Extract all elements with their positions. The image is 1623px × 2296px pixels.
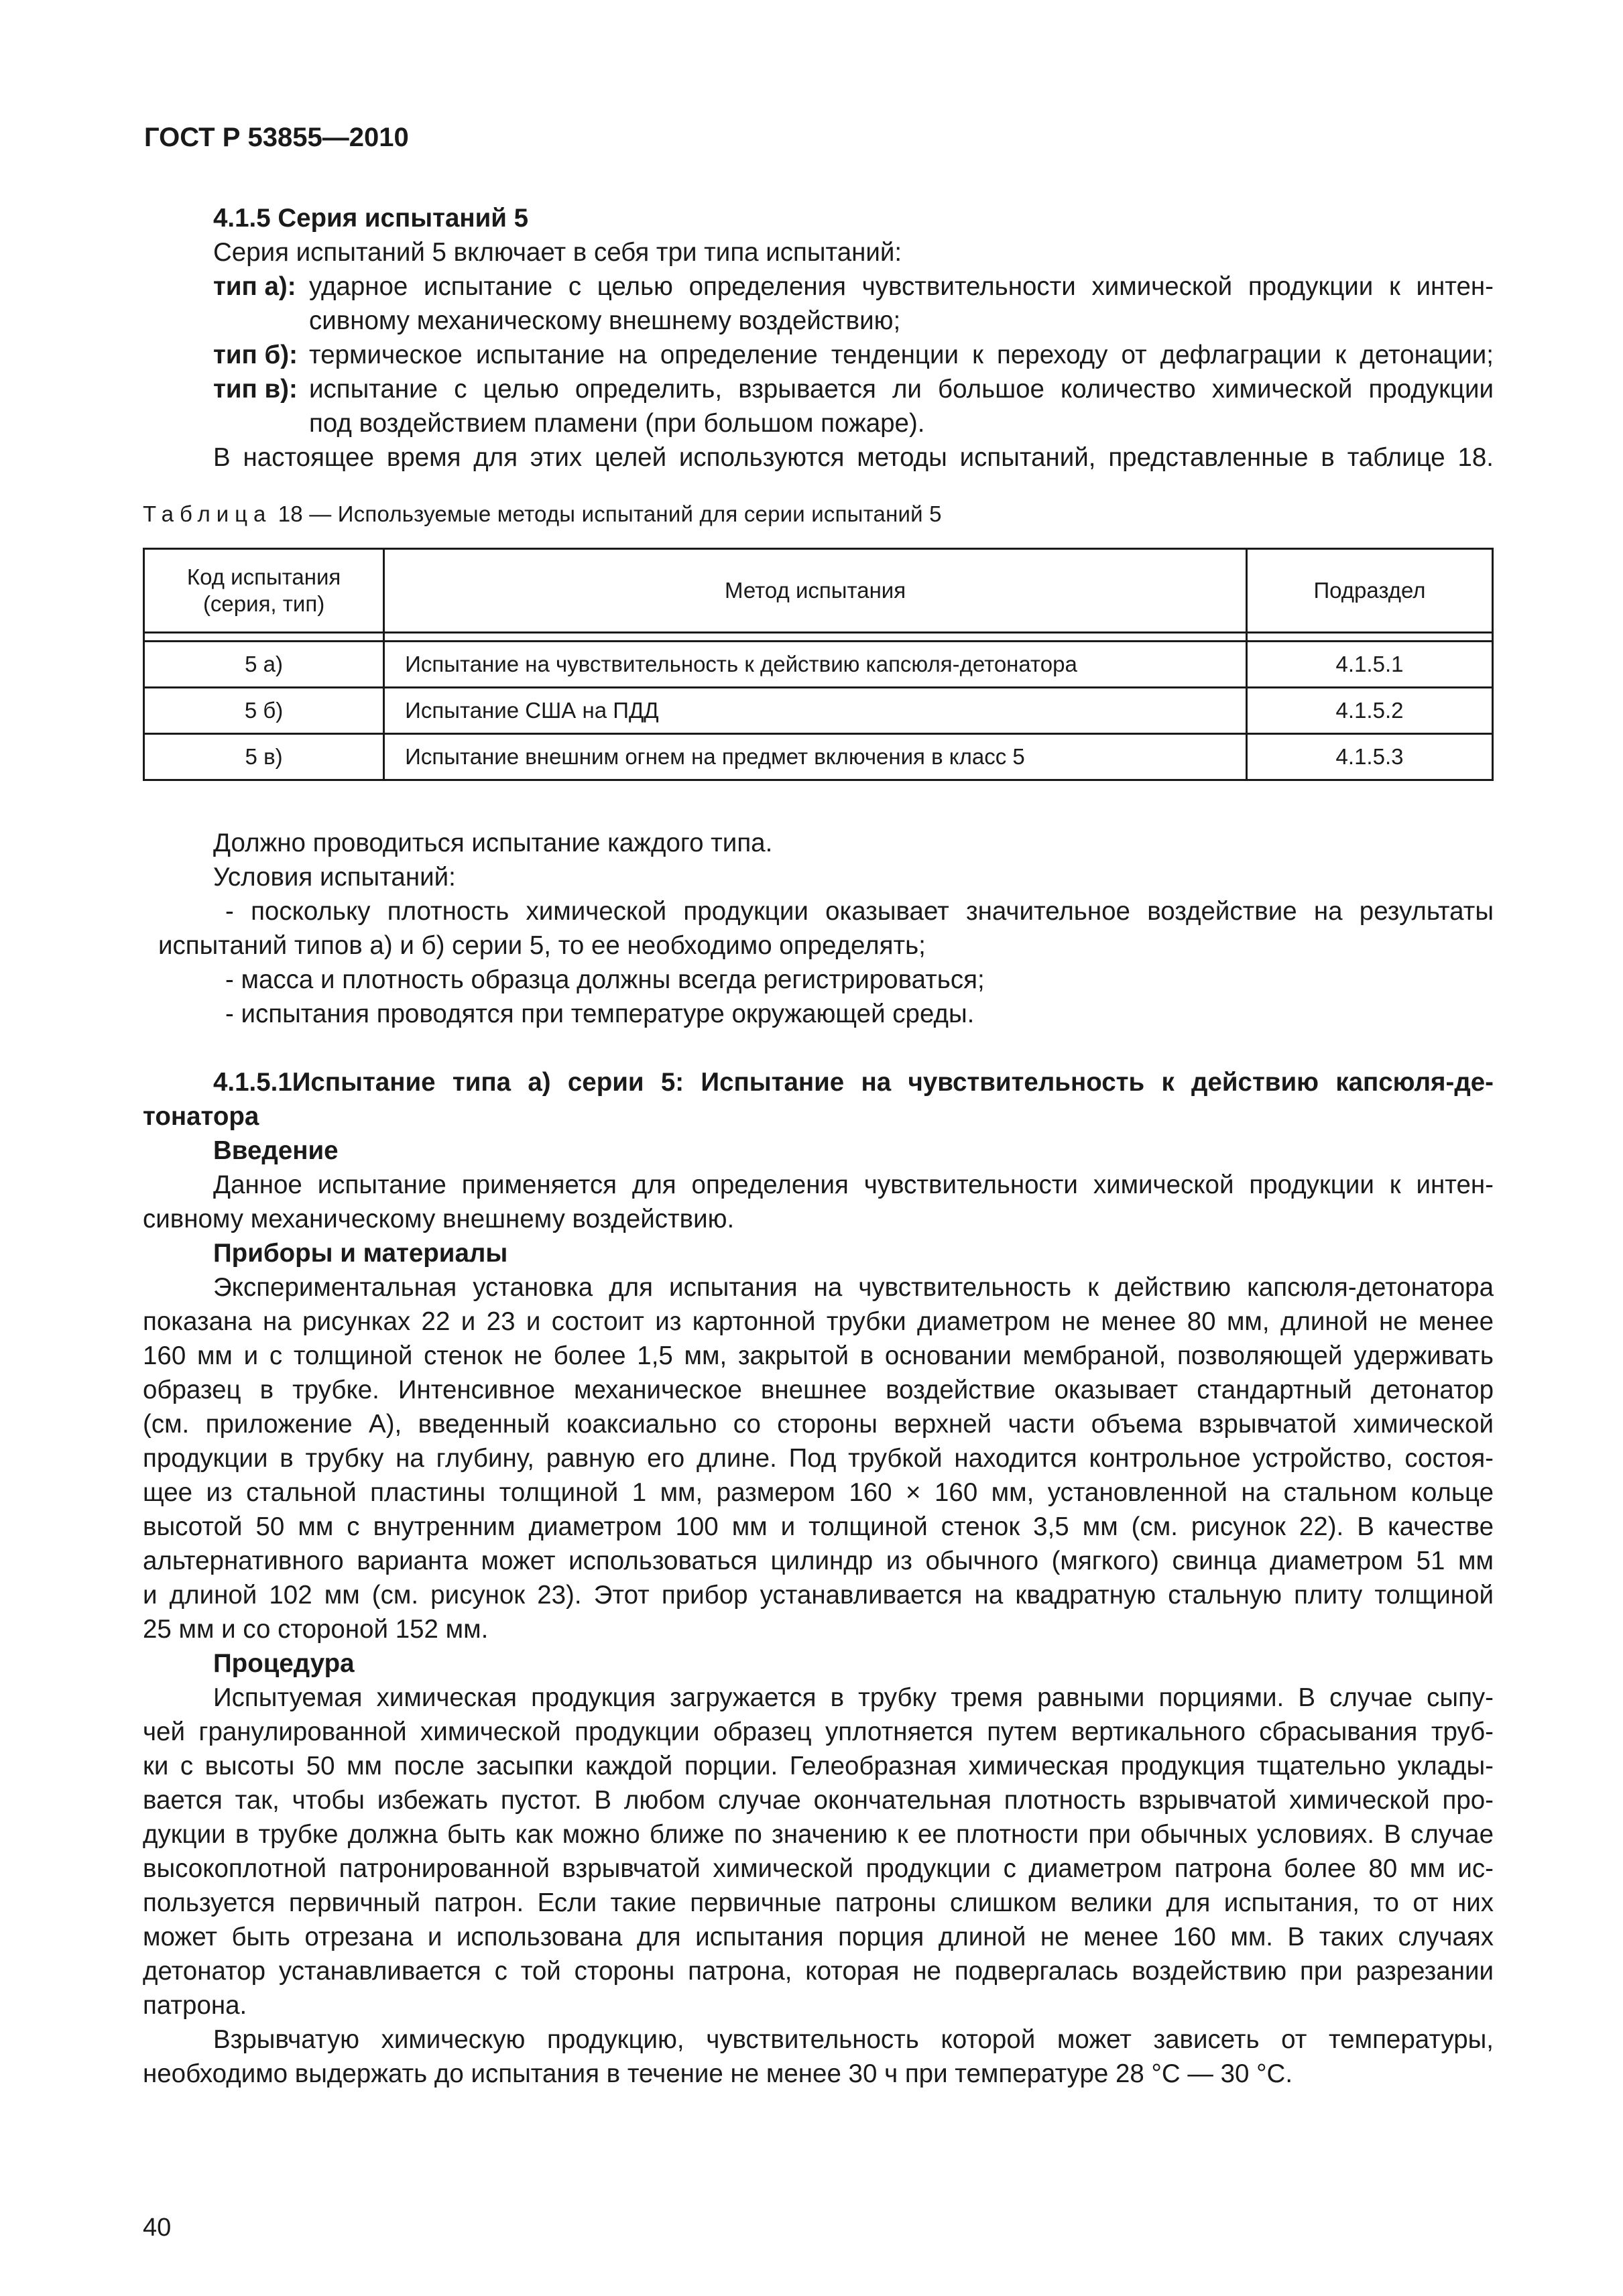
type-v-line2: под воздействием пламени (при большом пожаре).	[309, 409, 925, 438]
type-a-line2: сивному механическому внешнему воздействию;	[309, 306, 901, 335]
table-row	[144, 688, 1493, 734]
introduction-line2: сивному механическому внешнему воздействию.	[143, 1205, 735, 1233]
paragraph-line: патрона.	[143, 1991, 247, 2020]
paragraph-line: может быть отрезана и использована для испытания порция длиной не менее 160 мм. В таких случаях	[143, 1923, 1494, 1951]
section-closing: В настоящее время для этих целей используются методы испытаний, представленные в таблице 18.	[213, 443, 1494, 472]
methods-table	[143, 548, 1494, 781]
cell-method: Испытание США на ПДД	[384, 688, 1247, 734]
section-title-4151-line2: тонатора	[143, 1102, 259, 1131]
cell-code: 5 б)	[144, 688, 384, 734]
paragraph-line: необходимо выдержать до испытания в течение не менее 30 ч при температуре 28 °С — 30 °С.	[143, 2059, 1293, 2088]
conditions-line3: - поскольку плотность химической продукции оказывает значительное воздействие на результаты	[225, 897, 1494, 926]
paragraph-line: 160 мм и с толщиной стенок не более 1,5 мм, закрытой в основании мембраной, позволяющей удерживать	[143, 1341, 1494, 1370]
paragraph-line: (см. приложение А), введенный коаксиально со стороны верхней части объема взрывчатой химической	[143, 1410, 1494, 1439]
cell-method: Испытание внешним огнем на предмет включения в класс 5	[384, 734, 1247, 780]
type-b-line1: термическое испытание на определение тенденции к переходу от дефлаграции к детонации;	[309, 341, 1494, 369]
type-a-label: тип а):	[213, 272, 296, 301]
paragraph-line: образец в трубке. Интенсивное механическое внешнее воздействие оказывает стандартный детонатор	[143, 1376, 1494, 1404]
paragraph-line: вается так, чтобы избежать пустот. В любом случае окончательная плотность взрывчатой химической про-	[143, 1786, 1494, 1815]
conditions-line5: - масса и плотность образца должны всегда регистрироваться;	[225, 965, 985, 994]
section-title-415: 4.1.5 Серия испытаний 5	[213, 204, 529, 233]
procedure-heading: Процедура	[213, 1649, 355, 1678]
paragraph-line: Экспериментальная установка для испытания на чувствительность к действию капсюля-детонатора	[213, 1273, 1494, 1302]
cell-code: 5 в)	[144, 734, 384, 780]
header-method: Метод испытания	[384, 549, 1247, 633]
paragraph-line: щее из стальной пластины толщиной 1 мм, размером 160 × 160 мм, установленной на стальном кольце	[143, 1478, 1494, 1507]
table-header-row	[144, 549, 1493, 633]
paragraph-line: и длиной 102 мм (см. рисунок 23). Этот прибор устанавливается на квадратную стальную плиту толщиной	[143, 1581, 1494, 1610]
header-code	[144, 549, 384, 633]
table-row	[144, 734, 1493, 780]
conditions-line6: - испытания проводятся при температуре окружающей среды.	[225, 1000, 975, 1028]
document-header: ГОСТ Р 53855—2010	[144, 123, 409, 152]
header-code-line1: Код испытания	[186, 564, 341, 589]
type-v-label: тип в):	[213, 375, 298, 404]
paragraph-line: Испытуемая химическая продукция загружается в трубку тремя равными порциями. В случае сыпу-	[213, 1683, 1494, 1712]
introduction-heading: Введение	[213, 1136, 339, 1165]
paragraph-line: продукции в трубку на глубину, равную его длине. Под трубкой находится контрольное устройство, состоя-	[143, 1444, 1494, 1473]
temperature-paragraph	[143, 2022, 1494, 2091]
paragraph-line: высокоплотной патронированной взрывчатой химической продукции с диаметром патрона более 80 мм ис-	[143, 1854, 1494, 1883]
table-row	[144, 642, 1493, 688]
paragraph-line: чей гранулированной химической продукции образец уплотняется путем вертикального сбрасывания труб-	[143, 1717, 1494, 1746]
header-subsection: Подраздел	[1247, 549, 1493, 633]
cell-subsection: 4.1.5.2	[1247, 688, 1493, 734]
conditions-line4: испытаний типов а) и б) серии 5, то ее необходимо определять;	[158, 931, 926, 960]
paragraph-line: детонатор устанавливается с той стороны патрона, которая не подвергалась воздействию при разрезании	[143, 1957, 1494, 1986]
section-title-4151-line1: 4.1.5.1Испытание типа а) серии 5: Испытание на чувствительность к действию капсюля-де-	[213, 1068, 1494, 1097]
procedure-paragraph	[143, 1681, 1494, 2022]
cell-method: Испытание на чувствительность к действию капсюля-детонатора	[384, 642, 1247, 688]
conditions-line1: Должно проводиться испытание каждого типа.	[213, 829, 773, 857]
introduction-line1: Данное испытание применяется для определения чувствительности химической продукции к интен-	[213, 1170, 1494, 1199]
cell-code: 5 а)	[144, 642, 384, 688]
paragraph-line: альтернативного варианта может использоваться цилиндр из обычного (мягкого) свинца диаметром 51 мм	[143, 1547, 1494, 1575]
type-a-line1: ударное испытание с целью определения чувствительности химической продукции к интен-	[309, 272, 1494, 301]
table-caption-prefix: Таблица	[143, 501, 272, 526]
apparatus-heading: Приборы и материалы	[213, 1239, 508, 1268]
table-header-separator	[144, 633, 1493, 642]
paragraph-line: Взрывчатую химическую продукцию, чувствительность которой может зависеть от температуры,	[213, 2025, 1494, 2054]
apparatus-paragraph	[143, 1270, 1494, 1646]
page-number: 40	[143, 2214, 172, 2242]
conditions-line2: Условия испытаний:	[213, 863, 456, 892]
cell-subsection: 4.1.5.3	[1247, 734, 1493, 780]
paragraph-line: показана на рисунках 22 и 23 и состоит из картонной трубки диаметром не менее 80 мм, длиной не менее	[143, 1307, 1494, 1336]
type-v-line1: испытание с целью определить, взрывается ли большое количество химической продукции	[309, 375, 1494, 404]
type-b-label: тип б):	[213, 341, 298, 369]
paragraph-line: пользуется первичный патрон. Если такие первичные патроны слишком велики для испытания, то от них	[143, 1888, 1494, 1917]
paragraph-line: дукции в трубке должна быть как можно ближе по значению к ее плотности при обычных условиях. В случае	[143, 1820, 1494, 1849]
table-caption	[143, 501, 942, 527]
paragraph-line: ки с высоты 50 мм после засыпки каждой порции. Гелеобразная химическая продукция тщательно уклады-	[143, 1752, 1494, 1780]
section-intro: Серия испытаний 5 включает в себя три типа испытаний:	[213, 238, 902, 267]
header-code-line2: (серия, тип)	[202, 591, 325, 616]
paragraph-line: 25 мм и со стороной 152 мм.	[143, 1615, 489, 1644]
paragraph-line: высотой 50 мм с внутренним диаметром 100 мм и толщиной стенок 3,5 мм (см. рисунок 22). В качестве	[143, 1512, 1494, 1541]
cell-subsection: 4.1.5.1	[1247, 642, 1493, 688]
table-caption-rest: 18 — Используемые методы испытаний для серии испытаний 5	[272, 501, 942, 526]
